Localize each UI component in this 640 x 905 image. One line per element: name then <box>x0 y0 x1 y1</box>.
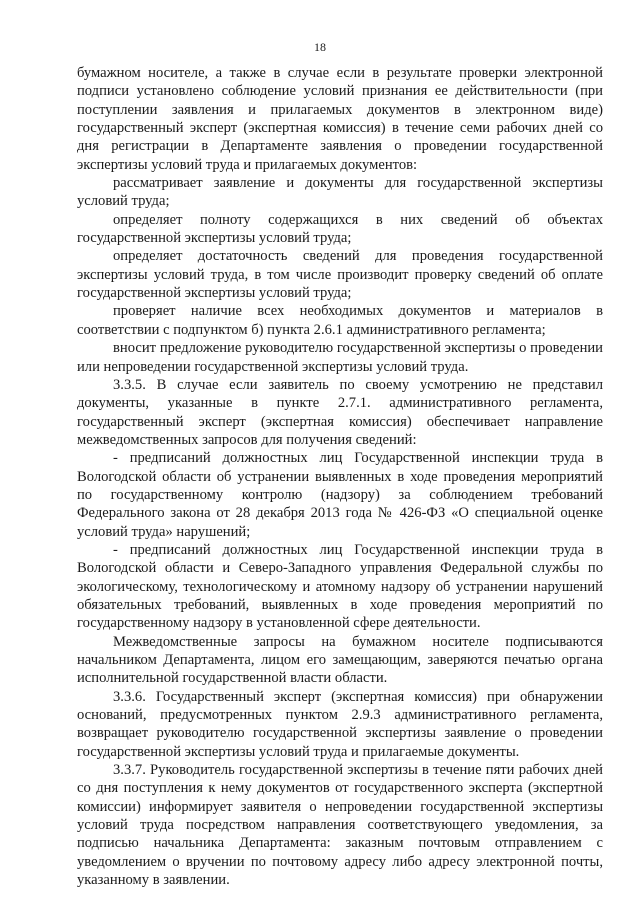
paragraph-sufficiency: определяет достаточность сведений для проведения государственной экспертизы условий труда, в том числе производит проверку сведений об оплате государственной экспертизы условий труда; <box>77 248 603 302</box>
paragraph-completeness: определяет полноту содержащихся в них сведений об объектах государственной экспертизы условий труда; <box>77 211 603 247</box>
paragraph-inspection-orders: - предписаний должностных лиц Государственной инспекции труда в Вологодской области об устранении выявленных в ходе проведения мероприятий по государственному контролю (надзору) за соблюдением требований Федерального закона от 28 декабря 2013 года № 426-ФЗ «О специальной оценке условий труда» нарушений; <box>77 450 603 540</box>
paragraph-continuation: бумажном носителе, а также в случае если в результате проверки электронной подписи установлено соблюдение условий признания ее действительности (при поступлении заявления и прилагаемых документов в электронном виде) государственный эксперт (экспертная комиссия) в течение семи рабочих дней со дня регистрации в Департаменте заявления о проведении государственной экспертизы условий труда и прилагаемых документов: <box>77 65 603 173</box>
paragraph-3-3-6: 3.3.6. Государственный эксперт (экспертная комиссия) при обнаружении оснований, предусмотренных пунктом 2.9.3 административного регламента, возвращает руководителю государственной экспертизы заявление о проведении государственной экспертизы условий труда и прилагаемые документы. <box>77 688 603 760</box>
paragraph-3-3-7: 3.3.7. Руководитель государственной экспертизы в течение пяти рабочих дней со дня поступления к нему документов от государственного эксперта (экспертной комиссии) информирует заявителя о непроведении государственной экспертизы условий труда посредством направления соответствующего уведомления, за подписью начальника Департамента: заказным почтовым отправлением с уведомлением о вручении по почтовому адресу либо адресу электронной почты, указанному в заявлении. <box>77 762 603 889</box>
paragraph-3-3-5: 3.3.5. В случае если заявитель по своему усмотрению не представил документы, указанные в пункте 2.7.1. административного регламента, государственный эксперт (экспертная комиссия) обеспечивает направление межведомственных запросов для получения сведений: <box>77 376 603 448</box>
paragraph-interagency-requests: Межведомственные запросы на бумажном носителе подписываются начальником Департамента, лицом его замещающим, заверяются печатью органа исполнительной государственной власти области. <box>77 633 603 687</box>
document-body <box>77 64 603 889</box>
page-number: 18 <box>314 40 326 54</box>
paragraph-review: рассматривает заявление и документы для государственной экспертизы условий труда; <box>77 175 603 210</box>
paragraph-northwest-orders: - предписаний должностных лиц Государственной инспекции труда в Вологодской области и Северо-Западного управления Федеральной службы по экологическому, технологическому и атомному надзору об устранении нарушений обязательных требований, выявленных в ходе проведения мероприятий по государственному надзору в установленной сфере деятельности. <box>77 541 603 632</box>
paragraph-proposal: вносит предложение руководителю государственной экспертизы о проведении или непроведении государственной экспертизы условий труда. <box>77 340 603 375</box>
paragraph-documents-check: проверяет наличие всех необходимых документов и материалов в соответствии с подпунктом б) пункта 2.6.1 административного регламента; <box>77 303 603 338</box>
